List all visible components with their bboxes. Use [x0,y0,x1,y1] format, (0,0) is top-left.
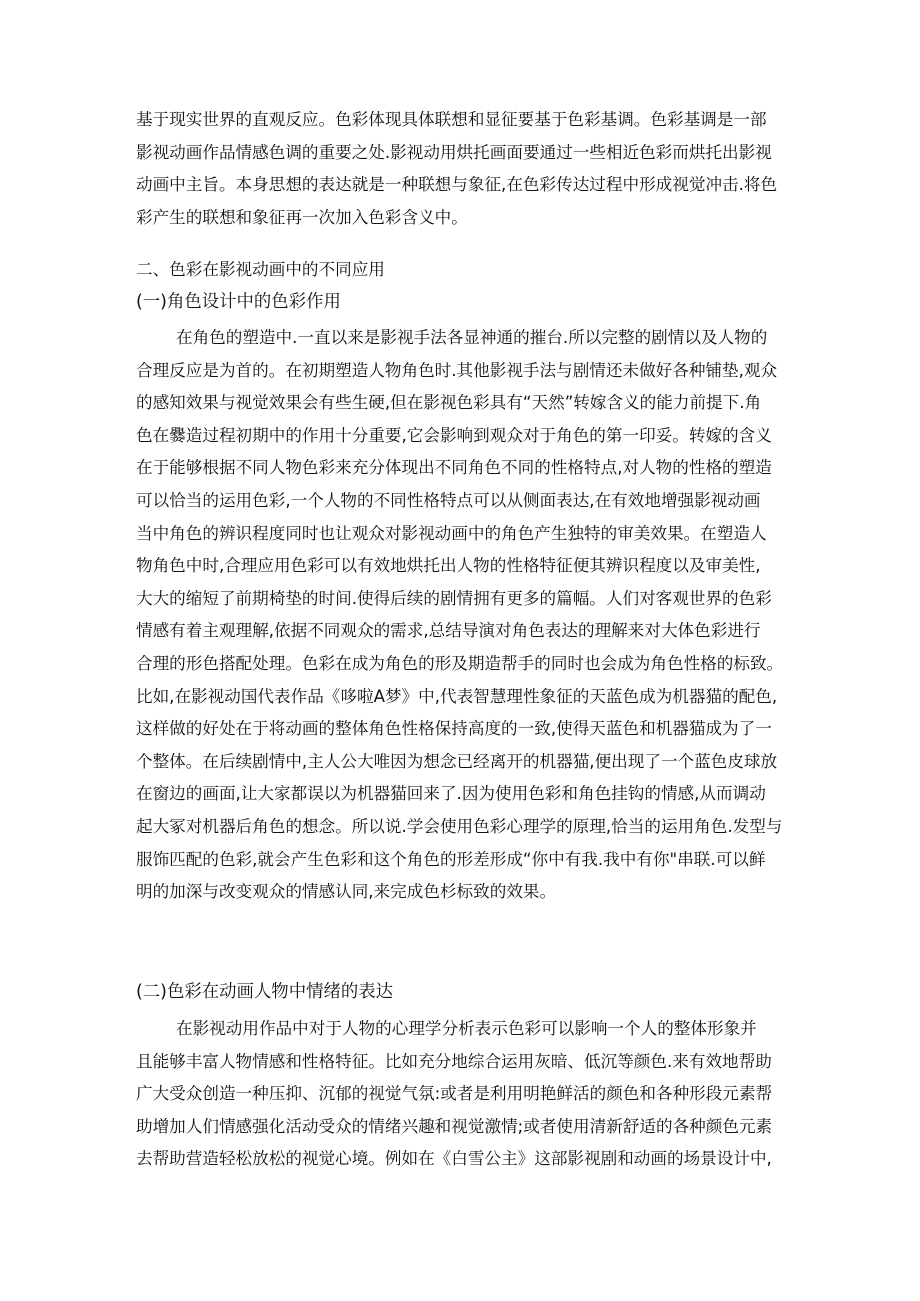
text-line: 彩产生的联想和象征再一次加入色彩含义中。 [136,207,468,227]
text-line: 比如,在影视动国代表作品《哆啦A梦》中,代表智慧理性象征的天蓝色成为机器猫的配色, [136,686,778,706]
text-line: 在窗边的画面,让大家都误以为机器猫回来了.因为使用色彩和角色挂钩的情感,从而调动 [136,784,766,804]
text-line: 色在爨造过程初期中的作用十分重要,它会影响到观众对于角色的第一印妥。转嫁的含义 [136,425,772,445]
subsection-heading-2: (二)色彩在动画人物中情绪的表达 [136,982,394,1002]
text-line: 动画中主旨。本身思想的表达就是一种联想与象征,在色彩传达过程中形成视觉冲击.将色 [136,175,778,195]
text-line: 这样做的好处在于将动画的整体角色性格保持高度的一致,使得天蓝色和机器猫成为了一 [136,719,772,739]
text-line: 当中角色的辨识程度同时也让观众对影视动画中的角色产生独特的审美效果。在塑造人 [136,523,767,543]
text-line: 物角色中时,合理应用色彩可以有效地烘托出人物的性格特征便其辨识程度以及审美性, [136,556,761,576]
subsection-1-paragraph [136,322,786,909]
text-line: 在角色的塑造中.一直以来是影视手法各显神通的摧台.所以完整的剧情以及人物的 [176,328,768,347]
text-line: 可以恰当的运用色彩,一个人物的不同性格特点可以从侧面表达,在有效地增强影视动画 [136,490,761,510]
text-line: 明的加深与改变观众的情感认同,来完成色杉标致的效果。 [136,882,557,902]
text-line: 合理反应是为首的。在初期塑造人物角色时.其他影视手法与剧情还未做好各种铺垫,观众 [136,360,778,380]
intro-paragraph [136,104,786,234]
text-line: 服饰匹配的色彩,就会产生色彩和这个角色的形差形成“你中有我.我中有你"串联.可以鲜 [136,849,766,869]
section-heading: 二、色彩在影视动画中的不同应用 [136,260,385,279]
text-line: 广大受众创造一种压抑、沉郁的视觉气氛:或者是利用明艳鲜活的颜色和各种形段元素帮 [136,1084,773,1104]
text-line: 的感知效果与视觉效果会有些生硬,但在影视色彩具有“天然”转嫁含义的能力前提下.角 [136,393,762,413]
text-line: 大大的缩短了前期椅垫的时间.使得后续的剧情拥有更多的篇幅。人们对客观世界的色彩 [136,588,772,608]
subsection-heading-1: (一)角色设计中的色彩作用 [136,292,341,312]
text-line: 基于现实世界的直观反应。色彩体现具体联想和显征要基于色彩基调。色彩基调是一部 [136,110,767,129]
text-line: 在影视动用作品中对于人物的心理学分析表示色彩可以影响一个人的整体形象并 [176,1019,757,1038]
text-line: 助增加人们情感强化活动受众的情绪兴趣和视觉激情;或者使用清新舒适的各种颜色元素 [136,1116,773,1136]
text-line: 起大冢对机器后角色的想念。所以说.学会使用色彩心理学的原理,恰当的运用角色.发型与 [136,816,783,836]
text-line: 在于能够根据不同人物色彩来充分体现出不同角色不同的性格特点,对人物的性格的塑造 [136,458,772,478]
text-line: 个整体。在后续剧情中,主人公大唯因为想念已经离开的机器猫,便出现了一个蓝色皮球放 [136,751,778,771]
text-line: 影视动画作品情感色调的重要之处.影视动用烘托画面要通过一些相近色彩而烘托出影视 [136,142,772,162]
text-line: 去帮助营造轻松放松的视觉心境。例如在《白雪公主》这部影视剧和动画的场景设计中, [136,1149,772,1169]
text-line: 情感有着主观理解,依据不同观众的需求,总结导演对角色表达的理解来对大体色彩进行 [136,621,761,641]
subsection-2-paragraph [136,1013,786,1176]
text-line: 合理的形色搭配处理。色彩在成为角色的形及期造帮手的同时也会成为角色性格的标致。 [136,653,784,673]
text-line: 且能够丰富人物情感和性格特征。比如充分地综合运用灰暗、低沉等颜色.来有效地帮助 [136,1051,772,1071]
